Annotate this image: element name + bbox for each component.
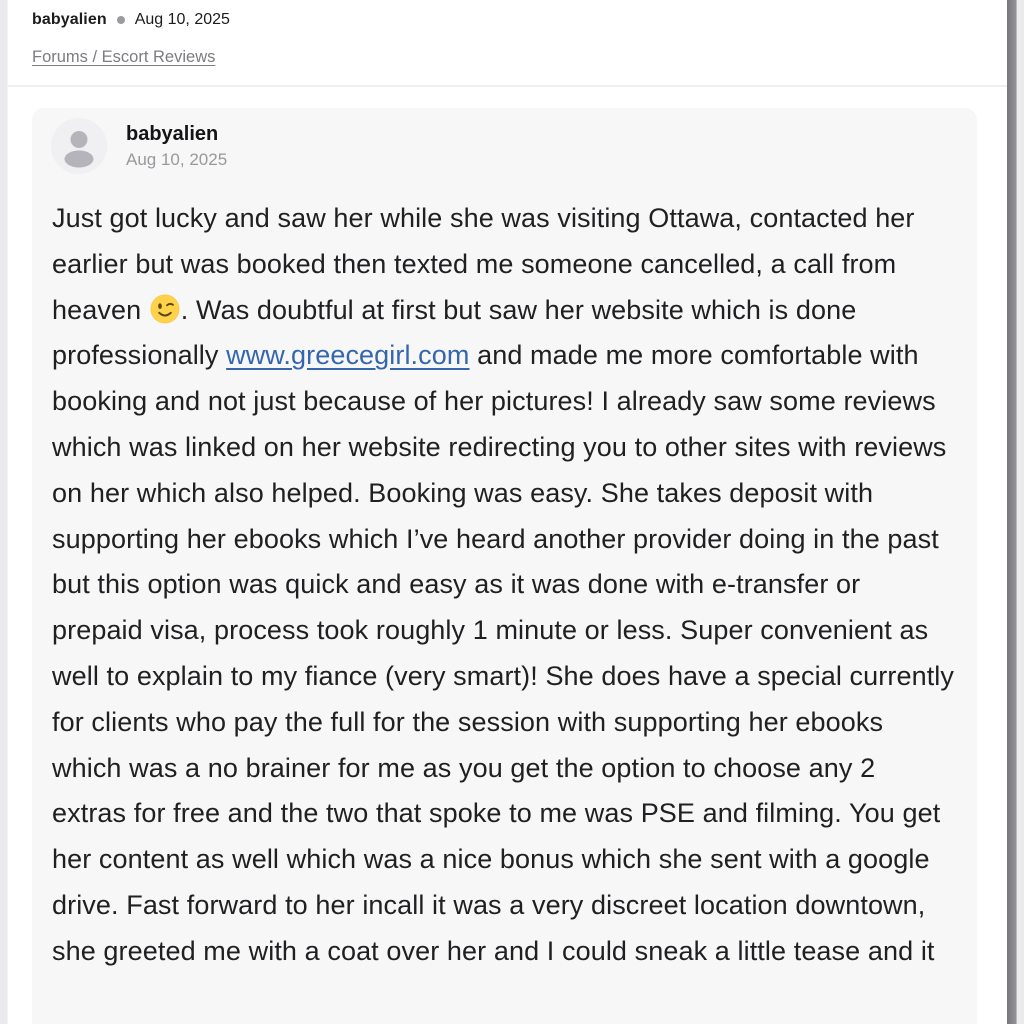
scrollbar-thumb[interactable] bbox=[1007, 0, 1017, 1024]
thread-author: babyalien bbox=[32, 11, 107, 28]
scrollbar-track[interactable] bbox=[1007, 0, 1024, 1024]
dot-separator-icon bbox=[117, 16, 125, 24]
post-author-link[interactable]: babyalien bbox=[126, 122, 219, 145]
post-date: Aug 10, 2025 bbox=[126, 149, 228, 169]
body-text-1: Just got lucky and saw her while she was visiting Ottawa, contacted her earlier but was booked then texted me someone cancelled, a call from heaven bbox=[52, 203, 915, 325]
thread-date: Aug 10, 2025 bbox=[134, 11, 230, 28]
body-text-3: and made me more comfortable with booking and not just because of her pictures! I already saw some reviews which was linked on her website redirecting you to other sites with reviews on her which also helped. Booking was easy. She takes deposit with supporting her ebooks which I’ve heard another provider doing in the past but this option was quick and easy as it was done with e-transfer or prepaid visa, process took roughly 1 minute or less. Super convenient as well to explain to my fiance (very smart)! She does have a special currently for clients who pay the full for the session with supporting her ebooks which was a no brainer for me as you get the option to choose any 2 extras for free and the two that spoke to me was PSE and filming. You get her content as well which was a nice bonus which she sent with a google drive. Fast forward to her incall it was a very discreet location downtown, she greeted me with a coat over her and I could sneak a little tease and it bbox=[52, 340, 954, 966]
website-link[interactable]: www.greecegirl.com bbox=[226, 340, 470, 371]
post-body bbox=[52, 196, 955, 975]
post-identity bbox=[126, 123, 227, 170]
wink-emoji bbox=[150, 293, 180, 323]
post-card bbox=[32, 108, 977, 1024]
body-text-2: . Was doubtful at first but saw her website which is done professionally bbox=[52, 294, 857, 371]
thread-header bbox=[8, 0, 1007, 87]
breadcrumb-link[interactable]: Forums / Escort Reviews bbox=[32, 48, 216, 66]
thread-title-row bbox=[32, 11, 230, 29]
left-edge-strip bbox=[0, 0, 8, 1024]
post-header bbox=[32, 108, 977, 174]
avatar[interactable] bbox=[51, 118, 107, 174]
user-icon bbox=[51, 118, 107, 174]
